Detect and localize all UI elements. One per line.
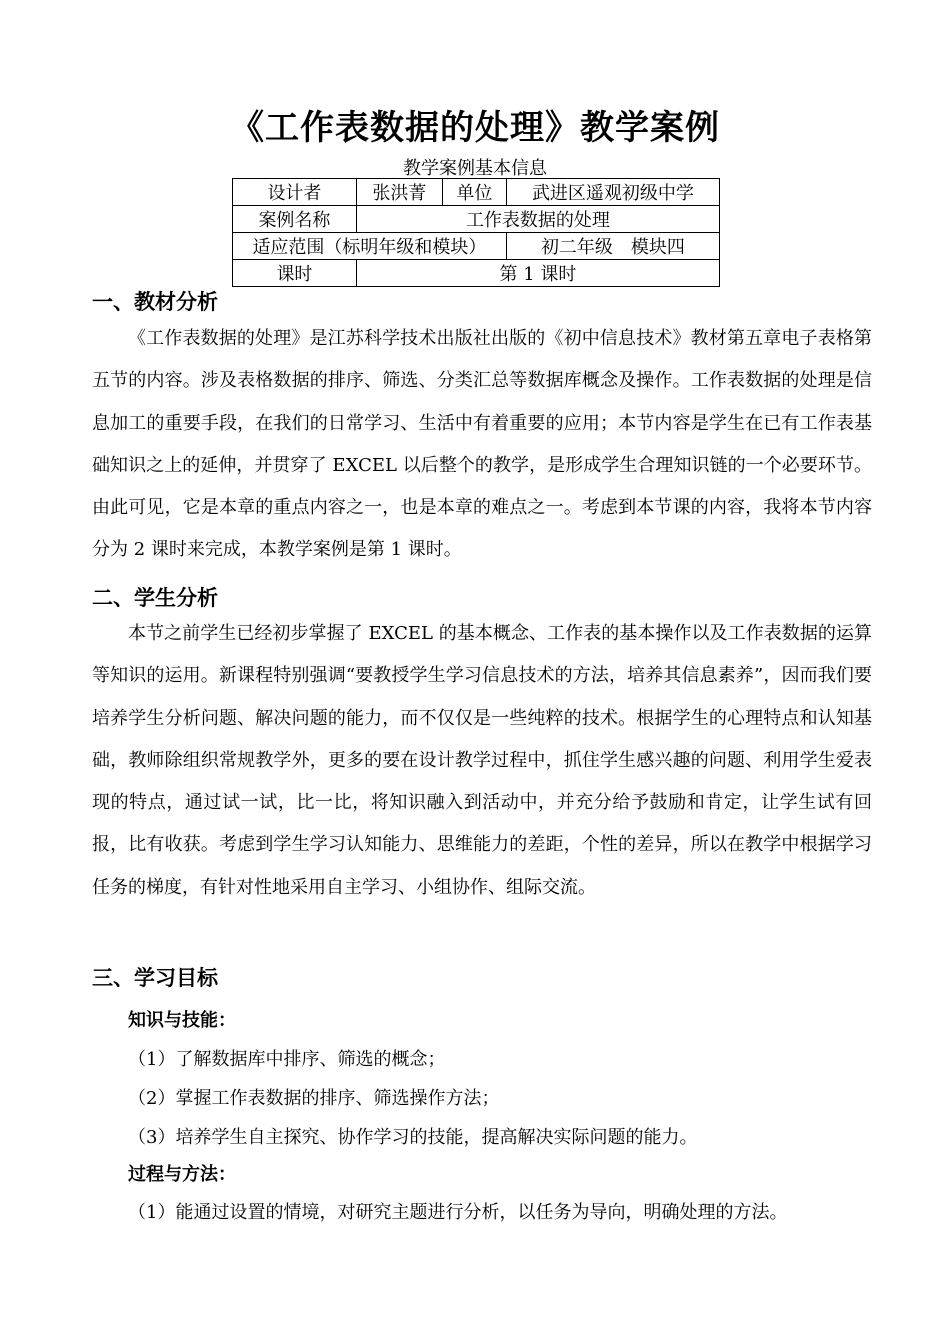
student-analysis-paragraph: 本节之前学生已经初步掌握了 EXCEL 的基本概念、工作表的基本操作以及工作表数据的运算等知识的运用。新课程特别强调“要教授学生学习信息技术的方法，培养其信息素养”，因而我们要培养学生分析问题、解决问题的能力，而不仅仅是一些纯粹的技术。根据学生的心理特点和认知基础，教师除组织常规教学外，更多的要在设计教学过程中，抓住学生感兴趣的问题、利用学生爱表现的特点，通过试一试，比一比，将知识融入到活动中，并充分给予鼓励和肯定，让学生试有回报，比有收获。考虑到学生学习认知能力、思维能力的差距，个性的差异，所以在教学中根据学习任务的梯度，有针对性地采用自主学习、小组协作、组际交流。 [92,623,872,898]
table-row [233,179,720,206]
knowledge-item: （2）掌握工作表数据的排序、筛选操作方法； [128,1088,500,1109]
knowledge-item: （1）了解数据库中排序、筛选的概念； [128,1049,446,1070]
process-item: （1）能通过设置的情境，对研究主题进行分析，以任务为导向，明确处理的方法。 [128,1202,788,1223]
designer-value: 张洪菁 [356,179,442,206]
table-row [233,260,720,287]
unit-value: 武进区遥观初级中学 [506,179,719,206]
scope-value: 初二年级 模块四 [506,233,719,260]
document-title: 《工作表数据的处理》教学案例 [230,108,720,148]
process-methods-heading: 过程与方法： [128,1164,236,1185]
designer-label: 设计者 [233,179,357,206]
case-name-value: 工作表数据的处理 [356,206,719,233]
unit-label: 单位 [442,179,506,206]
textbook-analysis-paragraph: 《工作表数据的处理》是江苏科学技术出版社出版的《初中信息技术》教材第五章电子表格第五节的内容。涉及表格数据的排序、筛选、分类汇总等数据库概念及操作。工作表数据的处理是信息加工的重要手段，在我们的日常学习、生活中有着重要的应用；本节内容是学生在已有工作表基础知识之上的延伸，并贯穿了 EXCEL 以后整个的教学，是形成学生合理知识链的一个必要环节。由此可见，它是本章的重点内容之一，也是本章的难点之一。考虑到本节课的内容，我将本节内容分为 2 课时来完成，本教学案例是第 1 课时。 [92,328,872,561]
scope-label: 适应范围（标明年级和模块） [233,233,507,260]
section-heading-student-analysis: 二、学生分析 [92,586,218,610]
knowledge-item: （3）培养学生自主探究、协作学习的技能，提高解决实际问题的能力。 [128,1127,698,1148]
table-row [233,233,720,260]
knowledge-skills-heading: 知识与技能： [128,1010,236,1031]
info-table-caption: 教学案例基本信息 [403,158,547,179]
case-name-label: 案例名称 [233,206,357,233]
period-label: 课时 [233,260,357,287]
period-value: 第 1 课时 [356,260,719,287]
section-heading-learning-objectives: 三、学习目标 [92,966,218,990]
section-heading-textbook-analysis: 一、教材分析 [92,290,218,314]
basic-info-table [232,178,720,287]
table-row [233,206,720,233]
